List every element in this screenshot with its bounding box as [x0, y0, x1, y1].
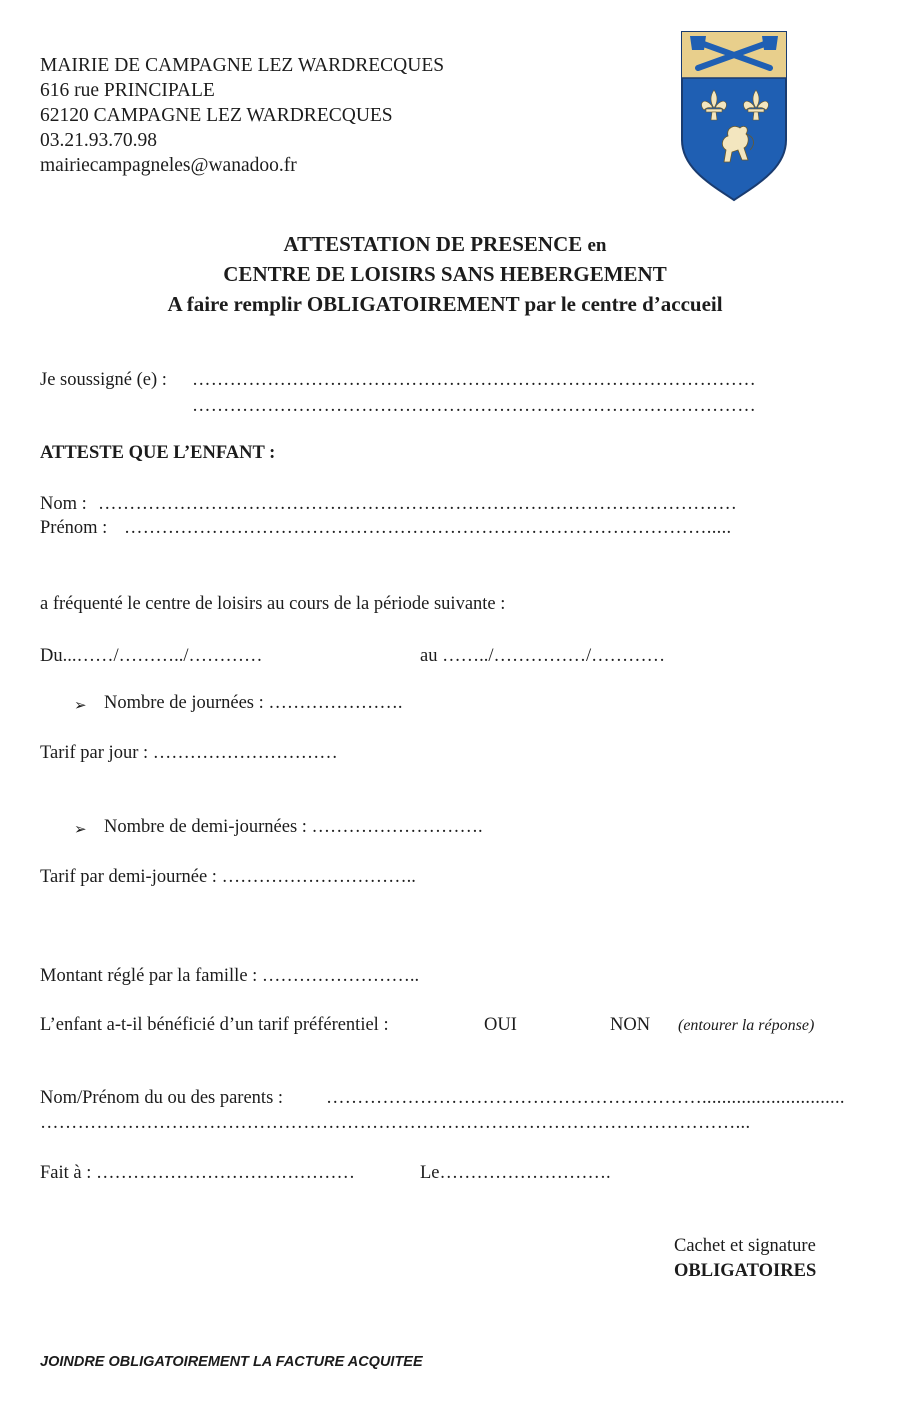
nom-label: Nom : [40, 494, 87, 514]
periode-label: a fréquenté le centre de loisirs au cours de la période suivante : [40, 594, 506, 614]
arrow-bullet-icon: ➢ [74, 822, 87, 838]
cachet-label: Cachet et signature [674, 1236, 816, 1256]
prenom-field[interactable]: …………………………………………………………………………………..... [124, 518, 732, 538]
nombre-demi-journees-field[interactable]: Nombre de demi-journées : ………………………. [104, 817, 483, 837]
document-subtitle: A faire remplir OBLIGATOIREMENT par le centre d’accueil [167, 292, 723, 316]
entourer-instruction: (entourer la réponse) [678, 1017, 815, 1034]
street-address: 616 rue PRINCIPALE [40, 80, 215, 101]
parents-label: Nom/Prénom du ou des parents : [40, 1088, 284, 1108]
parents-field-2[interactable]: …………………………………………………………………………………………………... [40, 1113, 751, 1133]
tarif-jour-field[interactable]: Tarif par jour : ………………………… [40, 743, 338, 763]
montant-field[interactable]: Montant réglé par la famille : …………………….. [40, 966, 420, 986]
tarif-demi-journee-field[interactable]: Tarif par demi-journée : ………………………….. [40, 867, 416, 887]
prenom-label: Prénom : [40, 518, 108, 538]
date-debut-field[interactable]: Du...……/………../………… [40, 646, 263, 666]
parents-field[interactable]: ……………………………………………………............................. [326, 1088, 845, 1108]
atteste-heading: ATTESTE QUE L’ENFANT : [40, 443, 276, 463]
footer-note: JOINDRE OBLIGATOIREMENT LA FACTURE ACQUITEE [40, 1354, 423, 1370]
tarif-preferentiel-label: L’enfant a-t-il bénéficié d’un tarif préférentiel : [40, 1015, 389, 1035]
date-signature-field[interactable]: Le………………………. [420, 1163, 611, 1183]
arrow-bullet-icon: ➢ [74, 698, 87, 714]
date-fin-field[interactable]: au ……../……………/………… [420, 646, 666, 666]
non-option[interactable]: NON [610, 1015, 651, 1035]
fait-a-field[interactable]: Fait à : …………………………………… [40, 1163, 356, 1183]
oui-option[interactable]: OUI [484, 1015, 517, 1035]
document-title-line1 [0, 232, 890, 257]
phone-number: 03.21.93.70.98 [40, 130, 157, 151]
nombre-journees-field[interactable]: Nombre de journées : …………………. [104, 693, 403, 713]
soussigne-label: Je soussigné (e) : [40, 370, 167, 390]
document-title-line2: CENTRE DE LOISIRS SANS HEBERGEMENT [223, 262, 667, 286]
nom-field[interactable]: ………………………………………………………………………………………… [98, 494, 738, 514]
title-main: ATTESTATION DE PRESENCE [283, 232, 583, 256]
obligatoires-label: OBLIGATOIRES [674, 1261, 817, 1281]
title-suffix: en [587, 235, 607, 256]
soussigne-field[interactable]: ……………………………………………………………………………… [192, 370, 756, 390]
soussigne-field-2[interactable]: ……………………………………………………………………………… [192, 396, 756, 416]
email-address: mairiecampagneles@wanadoo.fr [40, 155, 297, 176]
coat-of-arms-icon [678, 28, 790, 204]
mairie-name: MAIRIE DE CAMPAGNE LEZ WARDRECQUES [40, 55, 445, 76]
city-address: 62120 CAMPAGNE LEZ WARDRECQUES [40, 105, 393, 126]
